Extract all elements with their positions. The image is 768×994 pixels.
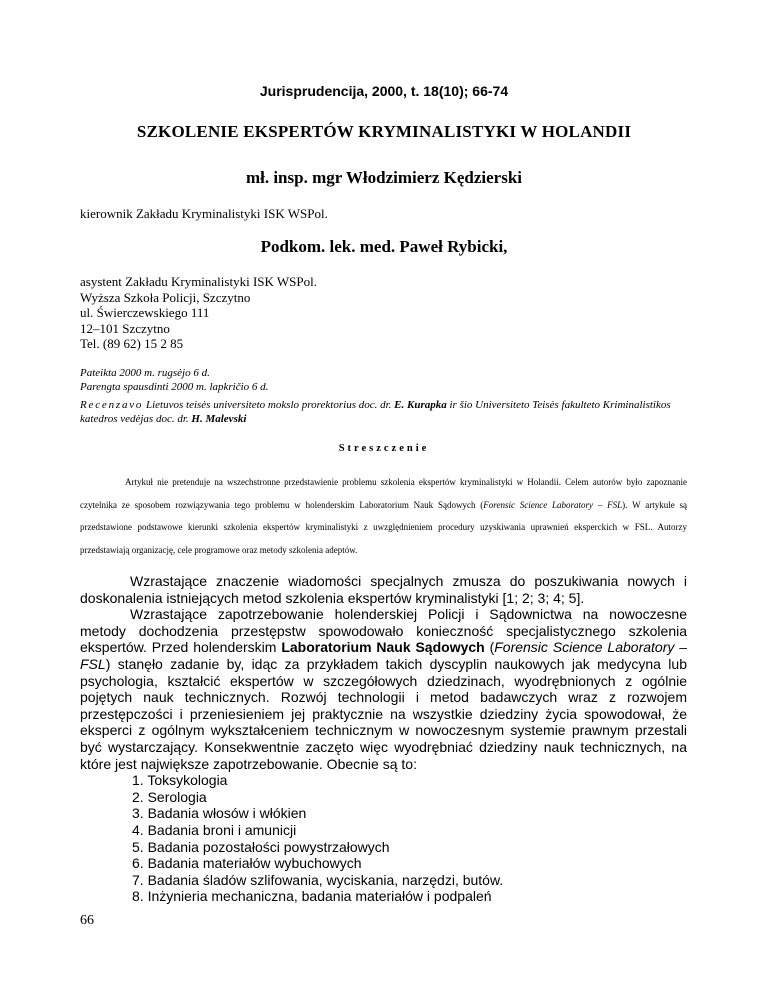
reviewers-note [80,398,690,426]
body-paragraph-2 [80,606,687,772]
list-item: 8. Inżynieria mechaniczna, badania materiałów i podpaleń [132,888,492,905]
abstract-heading: Streszczenie [338,443,430,454]
publication-dates [80,366,268,394]
paragraph-part: ) stanęło zadanie by, idąc za przykładem takich dyscyplin naukowych jak medycyna lub psychologia, kształcić ekspertów w szczegółowych dziedzinach, wyodrębnionych z ogólnie pojętych nauk technicznych. Rozwój technologii i metod badawczych wraz z rozwojem przestępczości i przeniesieniem jej praktycznie na wszystkie dziedziny życia spowodował, że eksperci z ogólnym wykształceniem technicznym w nowoczesnym systemie prawnym przestali być wystarczający. Konsekwentnie zaczęto więc wyodrębniać dziedziny nauk technicznych, na które jest największe zapotrzebowanie. Obecnie są to: [80,655,687,772]
list-item: 2. Serologia [132,788,207,805]
journal-citation: Jurisprudencija, 2000, t. 18(10); 66-74 [259,83,509,99]
lab-name-bold: Laboratorium Nauk Sądowych [281,639,485,656]
main-body [80,573,687,905]
list-item: 5. Badania pozostałości powystrzałowych [132,838,390,855]
address-line: ul. Świerczewskiego 111 [80,305,210,320]
abstract-part: Artykuł nie pretenduje na wszechstronne przedstawienie problemu szkolenia ekspertów kryminalistyki w Holandii. Celem autorów było zapoznanie czytelnika ze sposobem rozwiązywania tego problemu w holenderskim Laboratorium Nauk Sądowych ( [80,477,687,510]
discipline-list [80,772,687,905]
submitted-date: Pateikta 2000 m. rugsėjo 6 d. [80,367,210,379]
paragraph-part: ( [484,639,495,656]
author-1-name: mł. insp. mgr Włodzimierz Kędzierski [245,168,523,187]
list-item: 3. Badania włosów i włókien [132,805,307,822]
address-line: Tel. (89 62) 15 2 85 [80,336,184,351]
lab-name-italic: Forensic Science Laboratory – FSL [80,639,687,672]
review-label: Recenzavo [80,399,144,411]
list-item: 4. Badania broni i amunicji [132,821,297,838]
address-line: 12–101 Szczytno [80,320,170,336]
list-item: 7. Badania śladów szlifowania, wyciskania, narzędzi, butów. [132,871,504,888]
abstract-part: ). W artykule są przedstawione podstawowe kierunki szkolenia ekspertów kryminalistyki z uwzględnieniem procedury uzyskiwania uprawnień eksperckich w FSL. Autorzy przedstawiają organizację, cele programowe oraz metody szkolenia adeptów. [80,499,687,555]
body-paragraph-1: Wzrastające znaczenie wiadomości specjalnych zmusza do poszukiwania nowych i doskonalenia istniejących metod szkolenia ekspertów kryminalistyki [1; 2; 3; 4; 5]. [80,573,687,606]
abstract-text [80,471,687,561]
author-2-name: Podkom. lek. med. Paweł Rybicki, [260,237,508,256]
review-text: ir šio Universiteto Teisės fakulteto Kriminalistikos katedros vedėjas doc. dr. [80,399,671,425]
paragraph-part: Wzrastające zapotrzebowanie holenderskiej Policji i Sądownictwa na nowoczesne metody dochodzenia przestępstw spowodowało konieczność specjalistycznego szkolenia ekspertów. Przed holenderskim [80,606,687,656]
author-1-affiliation: kierownik Zakładu Kryminalistyki ISK WSPol. [80,206,328,221]
address-line: Wyższa Szkoła Policji, Szczytno [80,289,251,305]
page-number: 66 [80,913,94,928]
review-text: Lietuvos teisės universiteto mokslo prorektorius doc. dr. [143,399,395,411]
reviewer-2: H. Malevski [191,413,247,425]
list-item: 6. Badania materiałów wybuchowych [132,855,362,872]
abstract-italic: Forensic Science Laboratory – FSL [483,499,623,510]
article-title: SZKOLENIE EKSPERTÓW KRYMINALISTYKI W HOLANDII [136,122,632,141]
address-line: asystent Zakładu Kryminalistyki ISK WSPol. [80,274,317,289]
list-item: 1. Toksykologia [132,772,228,789]
reviewer-1: E. Kurapka [394,399,447,411]
author-2-address [80,274,317,352]
published-date: Parengta spausdinti 2000 m. lapkričio 6 d. [80,381,269,393]
